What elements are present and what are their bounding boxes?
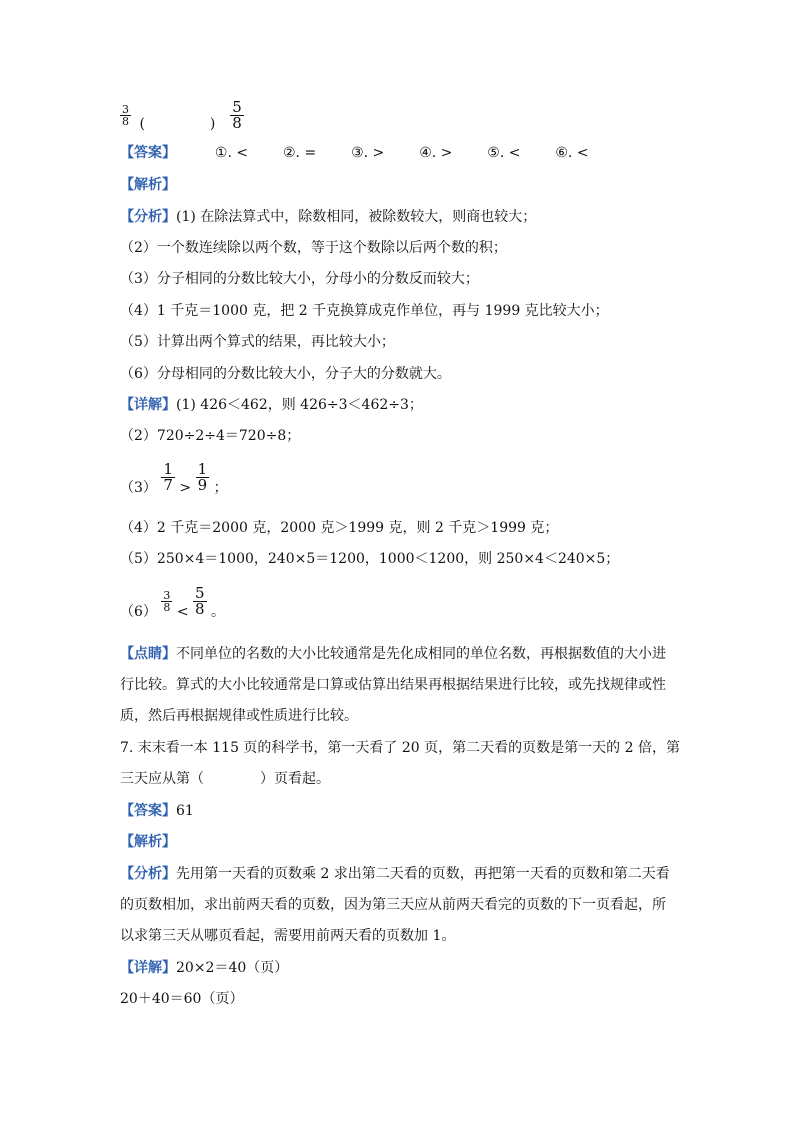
paren-close: ) [209, 115, 216, 132]
analysis-line: 【分析】(1) 在除法算式中，除数相同，被除数较大，则商也较大； [120, 209, 537, 225]
fraction-compare-line [120, 100, 244, 131]
detail-line: （2）720÷2÷4＝720÷8； [120, 428, 301, 444]
answer-value: 61 [176, 803, 194, 819]
detail-line: 20＋40＝60（页） [120, 991, 244, 1007]
detail-tag: 【详解】 [120, 397, 176, 413]
paren-open: ( [139, 115, 145, 132]
less-than: < [176, 603, 189, 620]
analysis-line: （2）一个数连续除以两个数，等于这个数除以后两个数的积； [120, 240, 507, 256]
fraction-5-8: $\frac{5}{8}$ [195, 584, 205, 618]
detail-line: 【详解】20×2＝40（页） [120, 960, 289, 976]
analysis-line: （3）分子相同的分数比较大小，分母小的分数反而较大； [120, 271, 479, 287]
remark-line: 质，然后再根据规律或性质进行比较。 [120, 708, 358, 724]
detail-line: （5）250×4＝1000，240×5＝1200，1000＜1200，则 250×4＜240×5； [120, 551, 620, 567]
analysis-line: （5）计算出两个算式的结果，再比较大小； [120, 334, 395, 350]
jiexi-heading: 【解析】 [120, 177, 176, 193]
answer-item: ④. > [419, 145, 453, 161]
answer-item: ⑤. < [487, 145, 521, 161]
jiexi-heading: 【解析】 [120, 834, 176, 850]
answer-tag: 【答案】 [120, 803, 176, 819]
answer-line [120, 801, 194, 821]
analysis-line: 【分析】先用第一天看的页数乘 2 求出第二天看的页数，再把第一天看的页数和第二天看 [120, 866, 670, 882]
analysis-tag: 【分析】 [120, 866, 176, 882]
detail-line: （4）2 千克＝2000 克，2000 克＞1999 克，则 2 千克＞1999 克； [120, 520, 559, 536]
analysis-line: 的页数相加，求出前两天看的页数，因为第三天应从前两天看完的页数的下一页看起，所 [120, 897, 666, 913]
fraction-3-8: $\frac{3}{8}$ [163, 589, 171, 614]
detail-line-fractions: （6） $\frac{3}{8}$ < $\frac{5}{8}$ 。 [120, 584, 226, 620]
remark-tag: 【点睛】 [120, 646, 176, 662]
remark-line: 行比较。算式的大小比较通常是口算或估算出结果再根据结果进行比较，或先找规律或性 [120, 677, 666, 693]
answer-tag: 【答案】 [120, 145, 176, 161]
answer-item: ②. = [283, 145, 317, 161]
analysis-line: （4）1 千克＝1000 克，把 2 千克换算成克作单位，再与 1999 克比较大小； [120, 303, 609, 319]
answer-item: ③. > [351, 145, 385, 161]
analysis-line: 以求第三天从哪页看起，需要用前两天看的页数加 1。 [120, 928, 456, 944]
fraction-1-9: $\frac{1}{9}$ [197, 460, 208, 494]
remark-line: 【点睛】不同单位的名数的大小比较通常是先化成相同的单位名数，再根据数值的大小进 [120, 646, 666, 662]
answer-line [120, 143, 589, 163]
detail-tag: 【详解】 [120, 960, 176, 976]
answer-item: ⑥. < [555, 145, 589, 161]
greater-than: > [179, 479, 192, 496]
question-7-line: 7. 末末看一本 115 页的科学书，第一天看了 20 页，第二天看的页数是第一天的 2 倍，第 [120, 740, 680, 756]
answer-item: ①. < [214, 145, 249, 161]
question-7-line: 三天应从第（ ）页看起。 [120, 771, 330, 787]
fraction-3-8: $\frac{3}{8}$ [122, 103, 129, 128]
fraction-1-7: $\frac{1}{7}$ [163, 460, 173, 494]
analysis-line: （6）分母相同的分数比较大小，分子大的分数就大。 [120, 366, 451, 382]
analysis-tag: 【分析】 [120, 209, 176, 225]
detail-line-fractions: （3） $\frac{1}{7}$ > $\frac{1}{9}$ ； [120, 460, 228, 496]
fraction-5-8: $\frac{5}{8}$ [232, 98, 242, 132]
detail-line: 【详解】(1) 426＜462，则 426÷3＜462÷3； [120, 397, 423, 413]
